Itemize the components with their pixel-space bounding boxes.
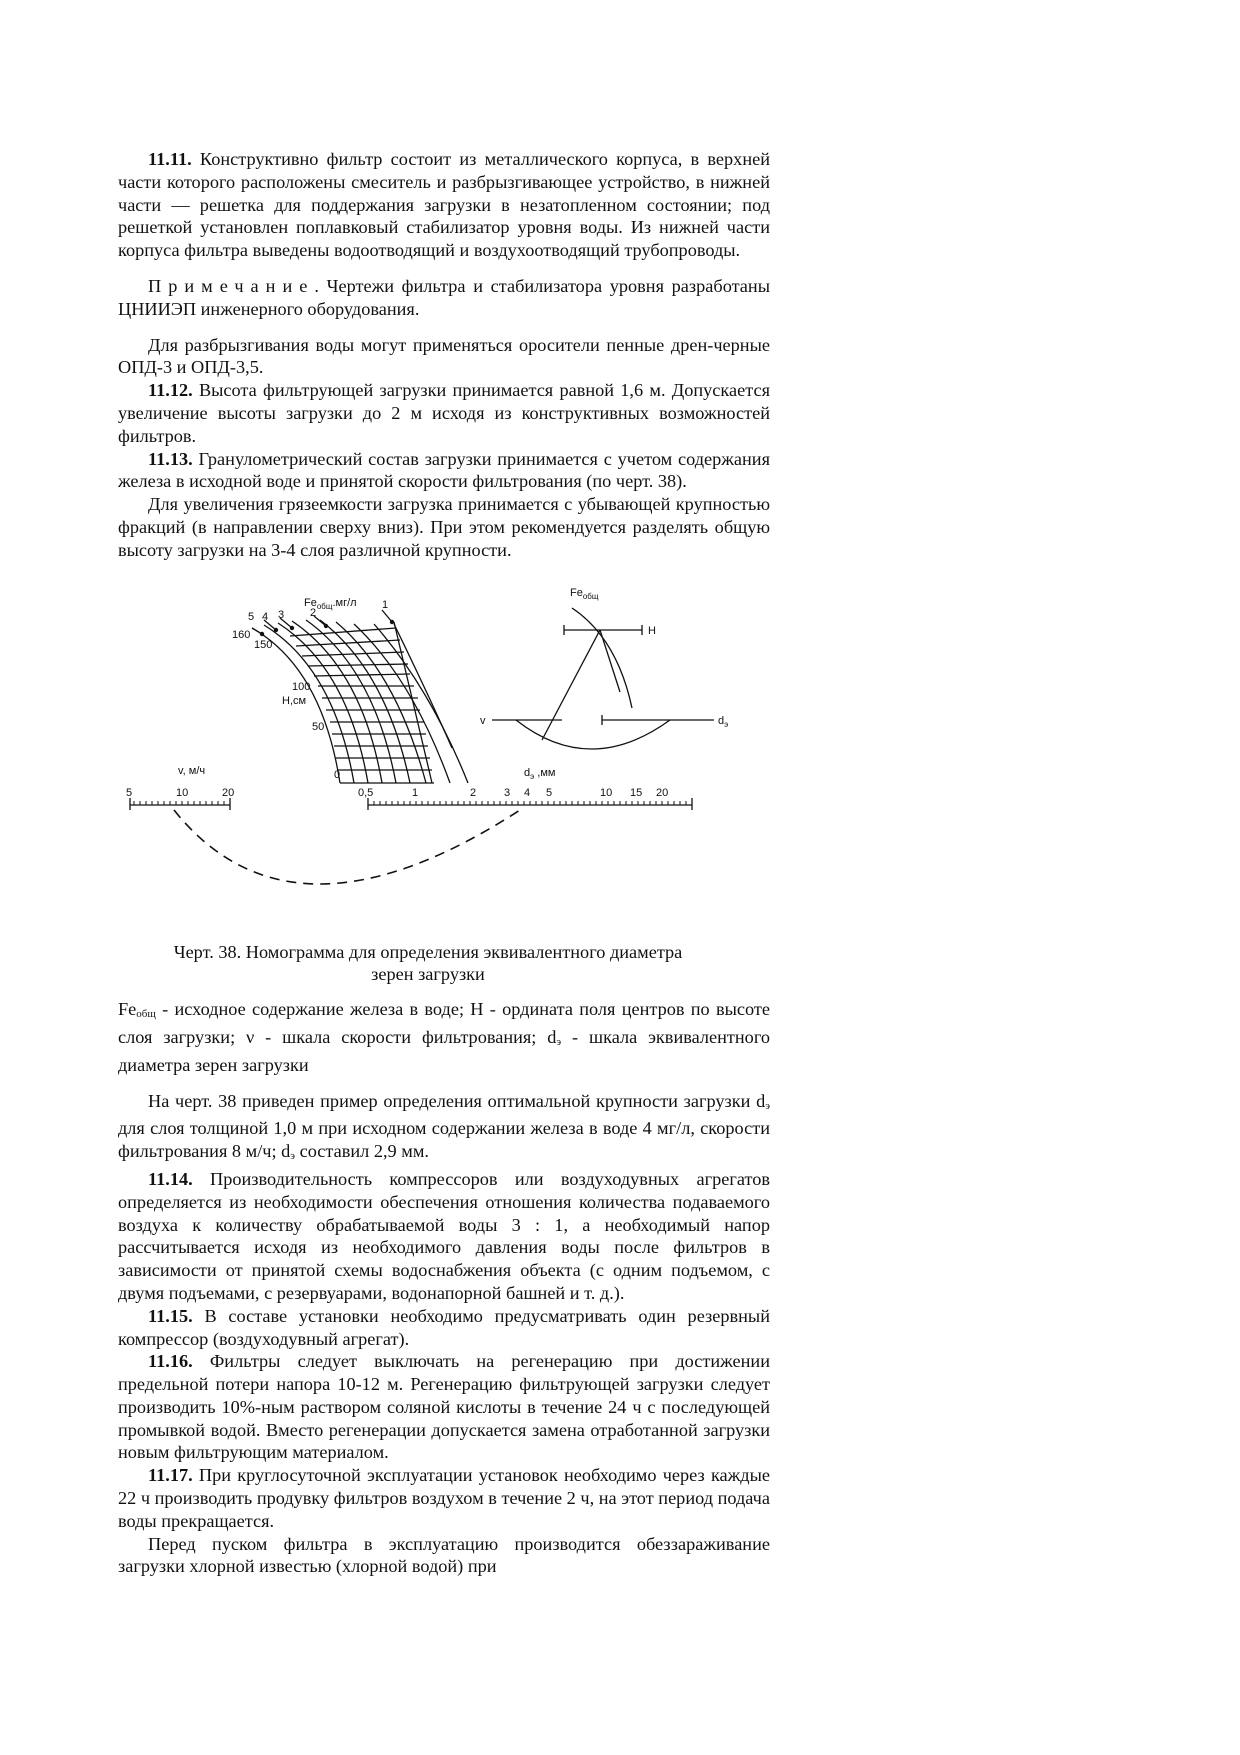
- document-page: [118, 148, 770, 1578]
- caption-line-1: Черт. 38. Номограмма для определения эквивалентного диаметра: [173, 941, 683, 962]
- right-d-label: $d_э$: [718, 714, 729, 729]
- paragraph-11-14: [118, 1168, 770, 1305]
- right-fe-label: $Fe_{общ}$: [570, 586, 599, 601]
- fe-tick-150: 150: [254, 638, 273, 651]
- leader-line: [382, 610, 392, 622]
- v-scale-label: v, м/ч: [178, 764, 206, 777]
- d-tick: 20: [656, 786, 669, 799]
- paragraph-11-16: [118, 1350, 770, 1464]
- paragraph-text: для слоя толщиной 1,0 м при исходном содержании железа в воде 4 мг/л, скорости фильтрования 8 м/ч; d: [118, 1118, 770, 1162]
- d-tick: 4: [524, 786, 531, 799]
- legend-d-sub: э: [556, 1035, 562, 1048]
- paragraph-11-17: [118, 1464, 770, 1532]
- paragraph-text: Конструктивно фильтр состоит из металлического корпуса, в верхней части которого расположены смеситель и разбрызгивающее устройство, в нижней части — решетка для поддержания загрузки в незатопленном состоянии; под решеткой установлен поплавковый стабилизатор уровня воды. Из нижней части корпуса фильтра выведены водоотводящий и воздухоотводящий трубопроводы.: [118, 149, 770, 261]
- fe-tick-100: 100: [292, 680, 311, 693]
- paragraph-sprinklers: Для разбрызгивания воды могут применяться оросители пенные дрен-черные ОПД-3 и ОПД-3,5.: [118, 334, 770, 378]
- grid-curve: [374, 624, 468, 783]
- d-tick: 15: [630, 786, 643, 799]
- clause-number: 11.15.: [148, 1305, 193, 1326]
- caption-line-2: зерен загрузки: [371, 964, 485, 985]
- d-tick: 5: [546, 786, 553, 799]
- figure-caption: [118, 941, 738, 987]
- clause-number: 11.11.: [148, 149, 192, 169]
- curve-dot: [390, 619, 394, 623]
- note-label: Примечание: [148, 275, 315, 296]
- fe-tick-50: 50: [312, 720, 325, 733]
- curve-dot: [274, 627, 278, 631]
- paragraph-dirt-capacity: Для увеличения грязеемкости загрузка принимается с убывающей крупностью фракций (в направлении сверху вниз). При этом рекомендуется разделять общую высоту загрузки на 3-4 слоя различной крупности.: [118, 494, 770, 560]
- curve-label-4: 4: [262, 610, 269, 623]
- legend-text: - шкала эквивалентного диаметра зерен загрузки: [118, 1026, 771, 1075]
- paragraph-11-13: [118, 448, 770, 494]
- triangle-line: [542, 630, 600, 740]
- paragraph-text: Фильтры следует выключать на регенерацию при достижении предельной потери напора 10-12 м. Регенерацию фильтрующей загрузки следует производить 10%-ным раствором соляной кислоты в течение 24 ч с последующей промывкой водой. Вместо регенерации допускается замена отработанной загрузки новым фильтрующим материалом.: [118, 1351, 770, 1463]
- dashed-arc: [174, 810, 520, 884]
- curve-dot: [324, 623, 328, 627]
- right-v-label: v: [480, 714, 486, 727]
- curve-label-2: 2: [310, 606, 317, 619]
- paragraph-11-12: [118, 379, 770, 447]
- nomogram-drawing: [112, 578, 772, 933]
- paragraph-text: составил 2,9 мм.: [295, 1141, 429, 1162]
- note-text: . Чертежи фильтра и стабилизатора уровня разработаны ЦНИИЭП инженерного оборудования.: [118, 275, 770, 319]
- v-tick: 10: [176, 786, 189, 799]
- subscript: э: [290, 1150, 296, 1163]
- v-tick: 5: [126, 786, 133, 799]
- paragraph-text: На черт. 38 приведен пример определения оптимальной крупности загрузки d: [148, 1090, 766, 1111]
- paragraph-text: Производительность компрессоров или воздуходувных агрегатов определяется из необходимости обеспечения отношения количества подаваемого воздуха к количеству обрабатываемой воды 3 : 1, а необходимый напор рассчитывается исходя из необходимого давления воды после фильтров в зависимости от принятой схемы водоснабжения объекта (с одним подъемом, с двумя подъемами, с резервуарами, водонапорной башней и т. д.).: [118, 1168, 770, 1303]
- curve-dot: [290, 625, 294, 629]
- d-tick: 1: [412, 786, 419, 799]
- fe-tick-0: 0: [334, 768, 341, 781]
- clause-number: 11.13.: [148, 448, 193, 469]
- d-tick: 3: [504, 786, 511, 799]
- paragraph-example: [118, 1090, 770, 1168]
- note-paragraph: [118, 275, 770, 321]
- curve-dot: [260, 631, 264, 635]
- figure-legend: [118, 998, 770, 1076]
- paragraph-disinfection: Перед пуском фильтра в эксплуатацию производится обеззараживание загрузки хлорной известью (хлорной водой) при: [118, 1533, 770, 1577]
- fe-axis-label: $Fe_{общ}.мг/л$: [304, 596, 357, 611]
- right-h-label: H: [648, 624, 656, 637]
- grid-outline: [394, 622, 432, 783]
- clause-number: 11.14.: [148, 1168, 193, 1189]
- paragraph-11-15: [118, 1305, 770, 1351]
- arc-bottom: [516, 720, 670, 749]
- clause-number: 11.17.: [148, 1465, 193, 1486]
- clause-number: 11.12.: [148, 380, 193, 401]
- paragraph-11-11: [118, 148, 770, 262]
- curve-label-3: 3: [278, 608, 285, 621]
- d-tick: 10: [600, 786, 613, 799]
- fe-curve: [572, 608, 632, 708]
- paragraph-text: Гранулометрический состав загрузки принимается с учетом содержания железа в исходной воде и принятой скорости фильтрования (по черт. 38).: [118, 448, 770, 492]
- curve-label-1: 1: [382, 598, 389, 611]
- paragraph-text: Высота фильтрующей загрузки принимается равной 1,6 м. Допускается увеличение высоты загрузки до 2 м исходя из конструктивных возможностей фильтров.: [118, 380, 770, 446]
- curve-label-5: 5: [248, 610, 255, 623]
- nomogram-figure: [118, 578, 770, 933]
- grid-rung: [296, 640, 400, 646]
- paragraph-text: При круглосуточной эксплуатации установок необходимо через каждые 22 ч производить продувку фильтров воздухом в течение 2 ч, на этот период подача воды прекращается.: [118, 1465, 770, 1531]
- clause-number: 11.16.: [148, 1351, 193, 1372]
- v-tick: 20: [222, 786, 235, 799]
- d-scale-label: $d_э$ ,мм: [524, 766, 556, 781]
- subscript: э: [765, 1099, 770, 1112]
- fe-tick-160: 160: [232, 628, 251, 641]
- d-tick: 2: [470, 786, 477, 799]
- grid-curve: [354, 624, 450, 783]
- paragraph-text: В составе установки необходимо предусматривать один резервный компрессор (воздуходувный агрегат).: [118, 1305, 770, 1349]
- legend-fe-sub: общ: [136, 1008, 156, 1021]
- h-axis-label: H,см: [282, 694, 307, 707]
- d-tick: 0,5: [358, 786, 374, 799]
- legend-fe: Fe: [118, 999, 137, 1020]
- legend-text: - исходное содержание железа в воде; Н - ордината поля центров по высоте слоя загрузки; ν - шкала скорости фильтрования; d: [118, 999, 770, 1047]
